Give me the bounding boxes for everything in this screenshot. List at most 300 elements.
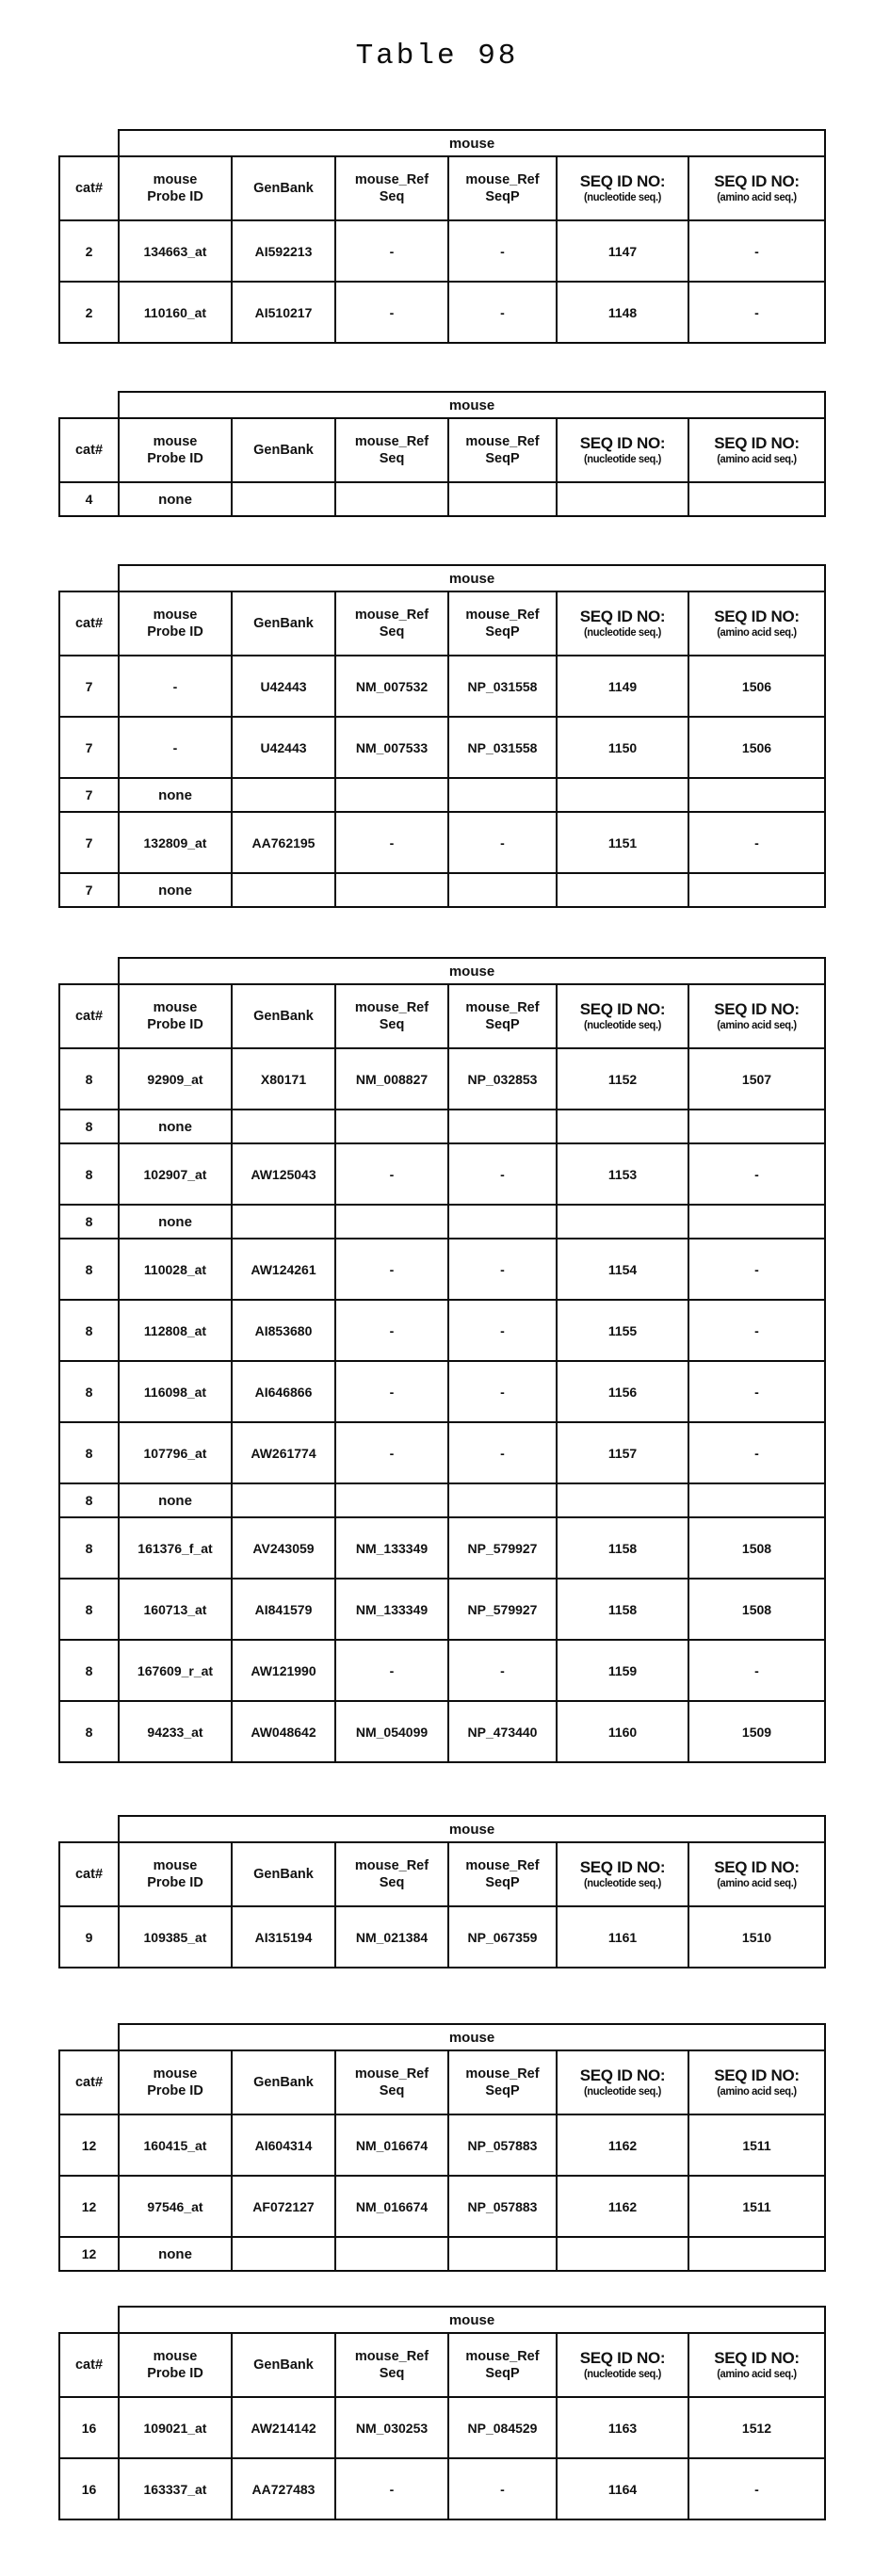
- probe-id-cell: 161376_f_at: [119, 1517, 232, 1579]
- seq-id-nucleotide-cell: 1148: [557, 282, 688, 343]
- col-header: [688, 418, 825, 482]
- corner-spacer: [59, 1816, 119, 1842]
- table-row: [59, 1048, 825, 1110]
- col-header: [335, 984, 448, 1048]
- col-header-cat: cat#: [59, 1842, 119, 1906]
- refseq-id-cell: NM_016674: [335, 2176, 448, 2237]
- seq-id-nucleotide-cell: [557, 1205, 688, 1239]
- seq-id-amino-acid-cell: -: [688, 1300, 825, 1361]
- seq-id-nucleotide-cell: [557, 1110, 688, 1143]
- table-row: [59, 1906, 825, 1968]
- header-line: Probe ID: [147, 451, 203, 466]
- group-header-row: [59, 1816, 825, 1842]
- seq-id-amino-acid-cell: -: [688, 1143, 825, 1205]
- header-line: GenBank: [253, 2074, 314, 2090]
- group-header-row: [59, 130, 825, 156]
- col-header: [119, 591, 232, 656]
- refseq-id-cell: -: [335, 812, 448, 873]
- seq-id-nucleotide-cell: [557, 2237, 688, 2271]
- header-line: SeqP: [485, 2083, 520, 2098]
- refseq-protein-id-cell: NP_031558: [448, 656, 557, 717]
- genbank-accession-cell: AW261774: [232, 1422, 335, 1483]
- table-row: [59, 1640, 825, 1701]
- refseq-id-cell: [335, 1110, 448, 1143]
- refseq-protein-id-cell: -: [448, 812, 557, 873]
- seq-id-nucleotide-cell: [557, 482, 688, 516]
- header-line: mouse_Ref: [354, 2348, 429, 2364]
- group-header-row: [59, 958, 825, 984]
- col-header: [232, 2050, 335, 2114]
- col-header-cat: cat#: [59, 2050, 119, 2114]
- col-header: [335, 156, 448, 220]
- seq-id-nucleotide-cell: 1162: [557, 2176, 688, 2237]
- table-row: [59, 2397, 825, 2458]
- header-line: (nucleotide seq.): [583, 627, 662, 640]
- group-header-row: [59, 392, 825, 418]
- genbank-accession-cell: AF072127: [232, 2176, 335, 2237]
- header-line: SEQ ID NO:: [714, 1000, 800, 1019]
- refseq-protein-id-cell: [448, 1205, 557, 1239]
- genbank-accession-cell: [232, 1205, 335, 1239]
- seq-id-amino-acid-cell: 1508: [688, 1579, 825, 1640]
- seq-id-amino-acid-cell: [688, 482, 825, 516]
- data-table: [58, 1815, 826, 1968]
- cat-number-cell: 12: [59, 2176, 119, 2237]
- header-line: Probe ID: [147, 189, 203, 204]
- header-line: mouse: [153, 1857, 198, 1873]
- header-line: Seq: [379, 1875, 405, 1890]
- cat-number-cell: 4: [59, 482, 119, 516]
- cat-number-cell: 8: [59, 1640, 119, 1701]
- column-header-row: [59, 1842, 825, 1906]
- header-line: Probe ID: [147, 1875, 203, 1890]
- seq-id-amino-acid-cell: [688, 873, 825, 907]
- cat-number-cell: 8: [59, 1143, 119, 1205]
- cat-number-cell: 8: [59, 1048, 119, 1110]
- header-line: mouse_Ref: [354, 1857, 429, 1873]
- seq-id-amino-acid-cell: [688, 778, 825, 812]
- seq-id-amino-acid-cell: -: [688, 220, 825, 282]
- genbank-accession-cell: AI646866: [232, 1361, 335, 1422]
- table-row: [59, 2458, 825, 2519]
- refseq-id-cell: [335, 2237, 448, 2271]
- genbank-accession-cell: [232, 482, 335, 516]
- seq-id-amino-acid-cell: 1511: [688, 2176, 825, 2237]
- header-line: Probe ID: [147, 1017, 203, 1032]
- table-row: [59, 482, 825, 516]
- header-line: mouse_Ref: [354, 607, 429, 623]
- cat-number-cell: 8: [59, 1701, 119, 1762]
- genbank-accession-cell: [232, 2237, 335, 2271]
- tables-container: [0, 129, 874, 2520]
- refseq-protein-id-cell: -: [448, 1239, 557, 1300]
- col-header: [688, 156, 825, 220]
- cat-number-cell: 8: [59, 1579, 119, 1640]
- header-line: mouse_Ref: [465, 999, 540, 1015]
- seq-id-amino-acid-cell: [688, 1110, 825, 1143]
- cat-number-cell: 7: [59, 873, 119, 907]
- refseq-id-cell: [335, 482, 448, 516]
- cat-number-cell: 12: [59, 2114, 119, 2176]
- refseq-id-cell: -: [335, 2458, 448, 2519]
- refseq-protein-id-cell: [448, 873, 557, 907]
- cat-number-cell: 8: [59, 1300, 119, 1361]
- col-header-cat: cat#: [59, 984, 119, 1048]
- table-row: [59, 1579, 825, 1640]
- probe-id-cell: 110160_at: [119, 282, 232, 343]
- table-section: [58, 957, 874, 1763]
- col-header: [688, 591, 825, 656]
- table-row: [59, 1483, 825, 1517]
- refseq-protein-id-cell: [448, 778, 557, 812]
- header-line: mouse: [153, 2066, 198, 2082]
- refseq-id-cell: [335, 778, 448, 812]
- header-line: mouse: [153, 607, 198, 623]
- refseq-id-cell: NM_054099: [335, 1701, 448, 1762]
- header-line: Probe ID: [147, 2366, 203, 2381]
- header-line: SEQ ID NO:: [714, 172, 800, 191]
- header-line: GenBank: [253, 442, 314, 458]
- seq-id-amino-acid-cell: [688, 1205, 825, 1239]
- seq-id-amino-acid-cell: 1507: [688, 1048, 825, 1110]
- seq-id-nucleotide-cell: 1147: [557, 220, 688, 282]
- refseq-protein-id-cell: -: [448, 2458, 557, 2519]
- header-line: Seq: [379, 2083, 405, 2098]
- header-line: mouse: [153, 433, 198, 449]
- refseq-id-cell: -: [335, 1640, 448, 1701]
- col-header: [688, 1842, 825, 1906]
- table-row: [59, 778, 825, 812]
- col-header: [557, 591, 688, 656]
- col-header: [119, 1842, 232, 1906]
- header-line: SEQ ID NO:: [714, 608, 800, 626]
- data-table: [58, 957, 826, 1763]
- probe-id-cell: 110028_at: [119, 1239, 232, 1300]
- col-header-cat: cat#: [59, 2333, 119, 2397]
- group-header-row: [59, 2024, 825, 2050]
- table-row: [59, 1239, 825, 1300]
- refseq-id-cell: [335, 1205, 448, 1239]
- table-row: [59, 1143, 825, 1205]
- seq-id-nucleotide-cell: 1153: [557, 1143, 688, 1205]
- col-header: [448, 591, 557, 656]
- genbank-accession-cell: AI604314: [232, 2114, 335, 2176]
- header-line: SEQ ID NO:: [714, 2349, 800, 2368]
- seq-id-amino-acid-cell: -: [688, 1239, 825, 1300]
- header-line: (amino acid seq.): [717, 1020, 797, 1032]
- col-header: [232, 2333, 335, 2397]
- seq-id-amino-acid-cell: 1506: [688, 717, 825, 778]
- col-header: [557, 418, 688, 482]
- seq-id-nucleotide-cell: 1156: [557, 1361, 688, 1422]
- header-line: (amino acid seq.): [717, 192, 797, 204]
- cat-number-cell: 8: [59, 1205, 119, 1239]
- refseq-id-cell: NM_016674: [335, 2114, 448, 2176]
- corner-spacer: [59, 2307, 119, 2333]
- header-line: SEQ ID NO:: [579, 172, 666, 191]
- probe-id-cell: 109021_at: [119, 2397, 232, 2458]
- probe-id-cell: none: [119, 2237, 232, 2271]
- seq-id-nucleotide-cell: 1158: [557, 1579, 688, 1640]
- refseq-protein-id-cell: -: [448, 220, 557, 282]
- column-header-row: [59, 2333, 825, 2397]
- header-line: GenBank: [253, 1866, 314, 1882]
- seq-id-nucleotide-cell: 1159: [557, 1640, 688, 1701]
- cat-number-cell: 7: [59, 812, 119, 873]
- table-row: [59, 1361, 825, 1422]
- probe-id-cell: 134663_at: [119, 220, 232, 282]
- genbank-accession-cell: [232, 1483, 335, 1517]
- cat-number-cell: 9: [59, 1906, 119, 1968]
- table-section: [58, 1815, 874, 1968]
- probe-id-cell: -: [119, 717, 232, 778]
- genbank-accession-cell: AA727483: [232, 2458, 335, 2519]
- col-header: [119, 984, 232, 1048]
- probe-id-cell: none: [119, 1483, 232, 1517]
- header-line: mouse_Ref: [465, 2066, 540, 2082]
- data-table: [58, 2306, 826, 2520]
- seq-id-amino-acid-cell: -: [688, 812, 825, 873]
- genbank-accession-cell: X80171: [232, 1048, 335, 1110]
- header-line: SEQ ID NO:: [579, 2349, 666, 2368]
- table-row: [59, 220, 825, 282]
- probe-id-cell: none: [119, 1205, 232, 1239]
- seq-id-amino-acid-cell: 1512: [688, 2397, 825, 2458]
- refseq-id-cell: NM_007532: [335, 656, 448, 717]
- col-header: [688, 2050, 825, 2114]
- header-line: GenBank: [253, 2357, 314, 2373]
- species-group-header: mouse: [119, 2024, 825, 2050]
- header-line: mouse_Ref: [465, 607, 540, 623]
- header-line: mouse_Ref: [465, 1857, 540, 1873]
- data-table: [58, 564, 826, 908]
- corner-spacer: [59, 565, 119, 591]
- seq-id-amino-acid-cell: 1511: [688, 2114, 825, 2176]
- header-line: SeqP: [485, 1875, 520, 1890]
- probe-id-cell: 102907_at: [119, 1143, 232, 1205]
- refseq-id-cell: -: [335, 1239, 448, 1300]
- refseq-protein-id-cell: NP_579927: [448, 1579, 557, 1640]
- data-table: [58, 391, 826, 517]
- cat-number-cell: 7: [59, 656, 119, 717]
- seq-id-amino-acid-cell: -: [688, 282, 825, 343]
- genbank-accession-cell: AW121990: [232, 1640, 335, 1701]
- col-header: [688, 2333, 825, 2397]
- refseq-protein-id-cell: NP_057883: [448, 2114, 557, 2176]
- genbank-accession-cell: AW214142: [232, 2397, 335, 2458]
- genbank-accession-cell: AI853680: [232, 1300, 335, 1361]
- header-line: (amino acid seq.): [717, 627, 797, 640]
- genbank-accession-cell: AI592213: [232, 220, 335, 282]
- genbank-accession-cell: AI315194: [232, 1906, 335, 1968]
- seq-id-nucleotide-cell: 1158: [557, 1517, 688, 1579]
- table-section: [58, 2306, 874, 2520]
- cat-number-cell: 8: [59, 1517, 119, 1579]
- probe-id-cell: none: [119, 873, 232, 907]
- seq-id-nucleotide-cell: 1154: [557, 1239, 688, 1300]
- refseq-protein-id-cell: -: [448, 1422, 557, 1483]
- refseq-protein-id-cell: -: [448, 282, 557, 343]
- header-line: SEQ ID NO:: [579, 1858, 666, 1877]
- refseq-id-cell: NM_008827: [335, 1048, 448, 1110]
- seq-id-nucleotide-cell: 1155: [557, 1300, 688, 1361]
- header-line: (amino acid seq.): [717, 2369, 797, 2381]
- header-line: Seq: [379, 1017, 405, 1032]
- table-row: [59, 873, 825, 907]
- header-line: (amino acid seq.): [717, 2086, 797, 2098]
- col-header: [232, 984, 335, 1048]
- col-header: [119, 156, 232, 220]
- cat-number-cell: 16: [59, 2458, 119, 2519]
- col-header-cat: cat#: [59, 418, 119, 482]
- col-header: [232, 156, 335, 220]
- column-header-row: [59, 591, 825, 656]
- cat-number-cell: 7: [59, 778, 119, 812]
- table-section: [58, 129, 874, 344]
- col-header: [232, 418, 335, 482]
- table-section: [58, 564, 874, 908]
- probe-id-cell: 160713_at: [119, 1579, 232, 1640]
- seq-id-nucleotide-cell: 1151: [557, 812, 688, 873]
- col-header: [448, 984, 557, 1048]
- seq-id-amino-acid-cell: 1508: [688, 1517, 825, 1579]
- col-header: [448, 1842, 557, 1906]
- refseq-id-cell: -: [335, 220, 448, 282]
- col-header: [335, 2333, 448, 2397]
- table-row: [59, 2176, 825, 2237]
- col-header-cat: cat#: [59, 591, 119, 656]
- refseq-protein-id-cell: [448, 1110, 557, 1143]
- header-line: (amino acid seq.): [717, 1878, 797, 1890]
- table-row: [59, 1300, 825, 1361]
- seq-id-nucleotide-cell: 1157: [557, 1422, 688, 1483]
- seq-id-nucleotide-cell: [557, 778, 688, 812]
- genbank-accession-cell: AA762195: [232, 812, 335, 873]
- probe-id-cell: 160415_at: [119, 2114, 232, 2176]
- species-group-header: mouse: [119, 2307, 825, 2333]
- genbank-accession-cell: [232, 873, 335, 907]
- cat-number-cell: 8: [59, 1483, 119, 1517]
- seq-id-nucleotide-cell: 1164: [557, 2458, 688, 2519]
- refseq-protein-id-cell: NP_579927: [448, 1517, 557, 1579]
- corner-spacer: [59, 130, 119, 156]
- seq-id-amino-acid-cell: 1509: [688, 1701, 825, 1762]
- refseq-protein-id-cell: [448, 2237, 557, 2271]
- seq-id-amino-acid-cell: 1510: [688, 1906, 825, 1968]
- refseq-id-cell: [335, 1483, 448, 1517]
- col-header: [335, 418, 448, 482]
- genbank-accession-cell: AI510217: [232, 282, 335, 343]
- header-line: SeqP: [485, 1017, 520, 1032]
- seq-id-amino-acid-cell: 1506: [688, 656, 825, 717]
- page-title: Table 98: [355, 40, 519, 73]
- table-row: [59, 1422, 825, 1483]
- header-line: SEQ ID NO:: [579, 2066, 666, 2085]
- header-line: SEQ ID NO:: [579, 608, 666, 626]
- corner-spacer: [59, 2024, 119, 2050]
- refseq-protein-id-cell: NP_473440: [448, 1701, 557, 1762]
- cat-number-cell: 2: [59, 282, 119, 343]
- col-header: [448, 2050, 557, 2114]
- header-line: Seq: [379, 2366, 405, 2381]
- species-group-header: mouse: [119, 130, 825, 156]
- seq-id-amino-acid-cell: -: [688, 1640, 825, 1701]
- table-row: [59, 282, 825, 343]
- header-line: Seq: [379, 451, 405, 466]
- col-header: [119, 2333, 232, 2397]
- genbank-accession-cell: [232, 778, 335, 812]
- header-line: GenBank: [253, 1008, 314, 1024]
- probe-id-cell: 94233_at: [119, 1701, 232, 1762]
- table-row: [59, 812, 825, 873]
- refseq-protein-id-cell: -: [448, 1300, 557, 1361]
- group-header-row: [59, 565, 825, 591]
- table-row: [59, 2237, 825, 2271]
- header-line: (nucleotide seq.): [583, 2086, 662, 2098]
- seq-id-nucleotide-cell: [557, 1483, 688, 1517]
- header-line: Probe ID: [147, 2083, 203, 2098]
- table-section: [58, 391, 874, 517]
- header-line: GenBank: [253, 615, 314, 631]
- probe-id-cell: 132809_at: [119, 812, 232, 873]
- header-line: mouse: [153, 2348, 198, 2364]
- header-line: Seq: [379, 189, 405, 204]
- seq-id-amino-acid-cell: -: [688, 1361, 825, 1422]
- refseq-protein-id-cell: NP_031558: [448, 717, 557, 778]
- table-row: [59, 1517, 825, 1579]
- refseq-id-cell: NM_133349: [335, 1517, 448, 1579]
- header-line: SeqP: [485, 451, 520, 466]
- corner-spacer: [59, 392, 119, 418]
- col-header: [557, 984, 688, 1048]
- seq-id-nucleotide-cell: 1160: [557, 1701, 688, 1762]
- seq-id-nucleotide-cell: 1152: [557, 1048, 688, 1110]
- col-header: [119, 2050, 232, 2114]
- header-line: (nucleotide seq.): [583, 454, 662, 466]
- refseq-protein-id-cell: NP_057883: [448, 2176, 557, 2237]
- header-line: SeqP: [485, 2366, 520, 2381]
- genbank-accession-cell: AI841579: [232, 1579, 335, 1640]
- refseq-protein-id-cell: -: [448, 1640, 557, 1701]
- header-line: SeqP: [485, 189, 520, 204]
- data-table: [58, 2023, 826, 2272]
- genbank-accession-cell: AW124261: [232, 1239, 335, 1300]
- group-header-row: [59, 2307, 825, 2333]
- seq-id-nucleotide-cell: 1150: [557, 717, 688, 778]
- seq-id-nucleotide-cell: 1161: [557, 1906, 688, 1968]
- header-line: SEQ ID NO:: [714, 434, 800, 453]
- table-section: [58, 2023, 874, 2272]
- genbank-accession-cell: AW048642: [232, 1701, 335, 1762]
- species-group-header: mouse: [119, 392, 825, 418]
- table-row: [59, 2114, 825, 2176]
- col-header: [448, 418, 557, 482]
- refseq-id-cell: -: [335, 282, 448, 343]
- cat-number-cell: 8: [59, 1361, 119, 1422]
- seq-id-amino-acid-cell: -: [688, 2458, 825, 2519]
- header-line: mouse_Ref: [354, 999, 429, 1015]
- probe-id-cell: -: [119, 656, 232, 717]
- species-group-header: mouse: [119, 1816, 825, 1842]
- data-table: [58, 129, 826, 344]
- refseq-id-cell: [335, 873, 448, 907]
- header-line: mouse_Ref: [354, 433, 429, 449]
- refseq-id-cell: NM_007533: [335, 717, 448, 778]
- genbank-accession-cell: AV243059: [232, 1517, 335, 1579]
- seq-id-nucleotide-cell: 1149: [557, 656, 688, 717]
- header-line: Probe ID: [147, 624, 203, 640]
- cat-number-cell: 8: [59, 1239, 119, 1300]
